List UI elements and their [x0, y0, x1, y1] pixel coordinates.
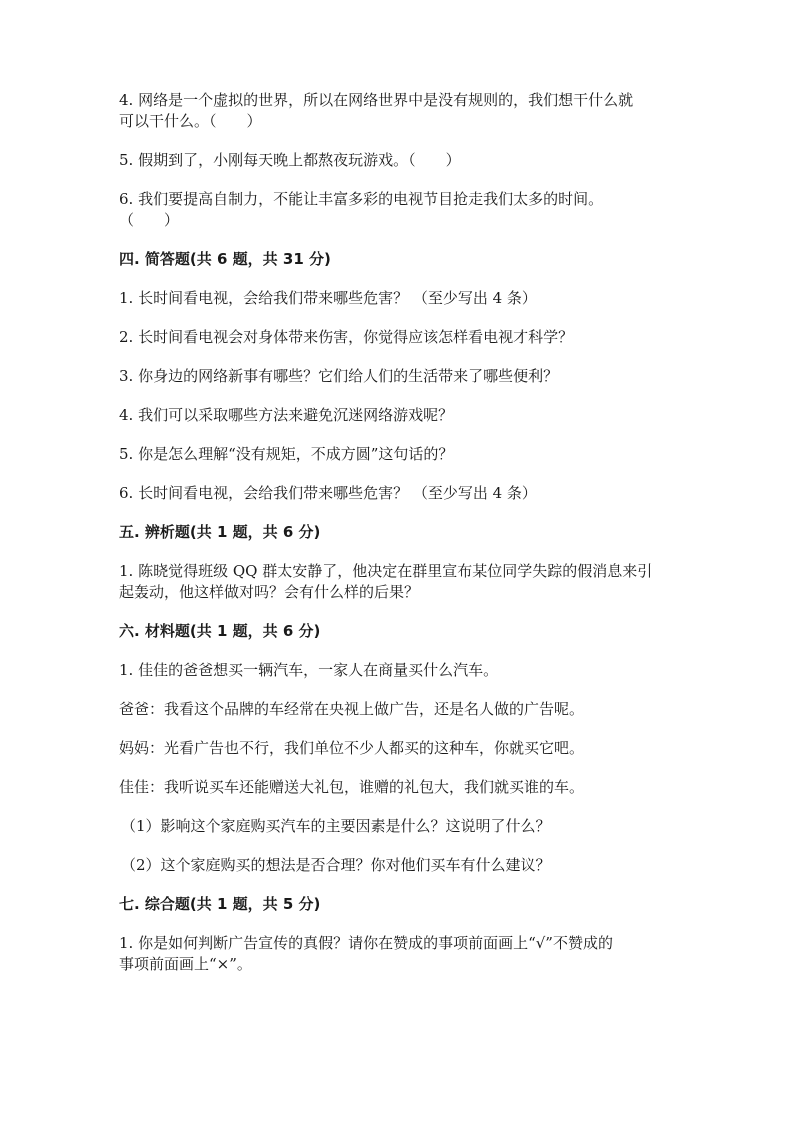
question-text: 4. 网络是一个虚拟的世界，所以在网络世界中是没有规则的，我们想干什么就: [119, 91, 634, 109]
short-answer-5: [119, 444, 679, 465]
question-text: 1. 你是如何判断广告宣传的真假？请你在赞成的事项前面画上“√”不赞成的: [119, 934, 613, 952]
exam-page: [119, 90, 679, 993]
question-text: 5. 假期到了，小刚每天晚上都熬夜玩游戏。（ ）: [119, 151, 461, 169]
sub-question-2: [119, 855, 679, 876]
dialogue-text: 爸爸：我看这个品牌的车经常在央视上做广告，还是名人做的广告呢。: [119, 700, 585, 718]
question-text: 1. 陈晓觉得班级 QQ 群太安静了，他决定在群里宣布某位同学失踪的假消息来引: [119, 562, 653, 580]
question-text: 5. 你是怎么理解“没有规矩，不成方圆”这句话的？: [119, 445, 454, 463]
short-answer-3: [119, 366, 679, 387]
dialogue-text: 佳佳：我听说买车还能赠送大礼包，谁赠的礼包大，我们就买谁的车。: [119, 778, 585, 796]
comprehensive-question-1: [119, 933, 679, 975]
dialogue-text: 妈妈：光看广告也不行，我们单位不少人都买的这种车，你就买它吧。: [119, 739, 585, 757]
question-text: 4. 我们可以采取哪些方法来避免沉迷网络游戏呢？: [119, 406, 454, 424]
question-text: （1）影响这个家庭购买汽车的主要因素是什么？这说明了什么？: [121, 817, 551, 835]
question-text: 2. 长时间看电视会对身体带来伤害，你觉得应该怎样看电视才科学？: [119, 328, 574, 346]
dialogue-jiajia: [119, 777, 679, 798]
question-text: （2）这个家庭购买的想法是否合理？你对他们买车有什么建议？: [121, 856, 551, 874]
short-answer-1: [119, 288, 679, 309]
analysis-question-1: [119, 561, 679, 603]
judgement-item-4: [119, 90, 679, 132]
short-answer-4: [119, 405, 679, 426]
material-question-1: [119, 660, 679, 681]
section-heading: 七. 综合题(共 1 题，共 5 分): [119, 895, 321, 913]
question-text: 3. 你身边的网络新事有哪些？它们给人们的生活带来了哪些便利？: [119, 367, 559, 385]
question-text: 6. 我们要提高自制力，不能让丰富多彩的电视节目抢走我们太多的时间。: [119, 190, 604, 208]
short-answer-2: [119, 327, 679, 348]
sub-question-1: [119, 816, 679, 837]
section-heading: 六. 材料题(共 1 题，共 6 分): [119, 622, 321, 640]
question-text: 起轰动，他这样做对吗？会有什么样的后果？: [119, 583, 420, 601]
judgement-item-5: [119, 150, 679, 171]
question-text: 1. 长时间看电视，会给我们带来哪些危害？ （至少写出 4 条）: [119, 289, 537, 307]
short-answer-6: [119, 483, 679, 504]
section-heading: 五. 辨析题(共 1 题，共 6 分): [119, 523, 321, 541]
dialogue-mom: [119, 738, 679, 759]
question-text: 可以干什么。（ ）: [119, 112, 262, 130]
judgement-item-6: [119, 189, 679, 231]
question-text: 事项前面画上“×”。: [119, 955, 252, 973]
question-text: 6. 长时间看电视，会给我们带来哪些危害？ （至少写出 4 条）: [119, 484, 537, 502]
section-heading: 四. 简答题(共 6 题，共 31 分): [119, 250, 331, 268]
question-text: 1. 佳佳的爸爸想买一辆汽车，一家人在商量买什么汽车。: [119, 661, 499, 679]
question-text: （ ）: [119, 211, 180, 229]
dialogue-dad: [119, 699, 679, 720]
